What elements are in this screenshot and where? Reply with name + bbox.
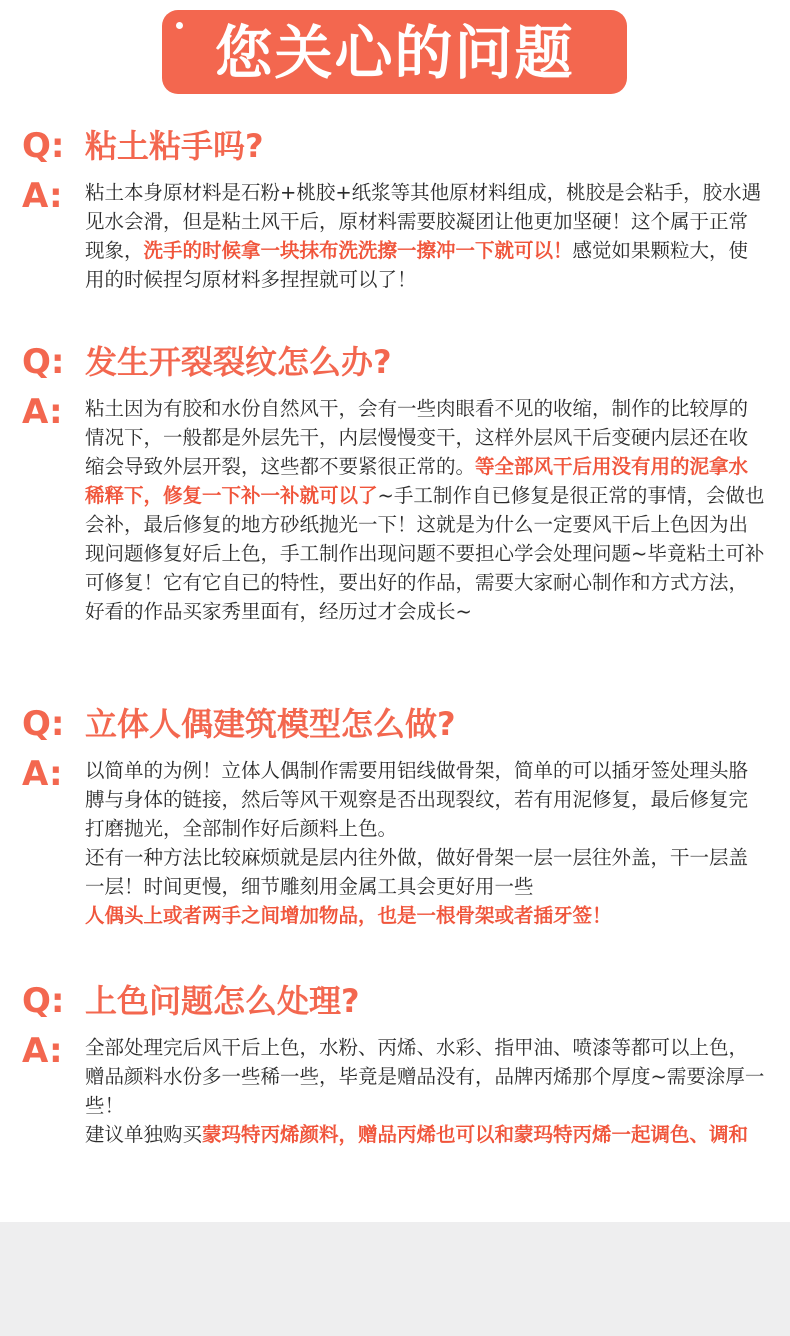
footer-band <box>0 1222 790 1336</box>
answer-row <box>22 394 772 626</box>
question-row <box>22 700 772 752</box>
question-text: 上色问题怎么处理? <box>85 982 360 1020</box>
question-row <box>22 977 772 1029</box>
question-text: 立体人偶建筑模型怎么做? <box>85 705 456 743</box>
answer-text-run: 感觉如果颗粒大，使用的时候捏匀原材料多捏捏就可以了！ <box>85 239 749 291</box>
answer-text-run: 粘土本身原材料是石粉+桃胶+纸浆等其他原材料组成，桃胶是会粘手，胶水遇见水会滑，但是粘土风干后，原材料需要胶凝团让他更加坚硬！这个属于正常现象， <box>85 181 762 262</box>
answer-text <box>85 1033 765 1149</box>
question-marker: Q: <box>22 981 65 1021</box>
highlighted-text: 人偶头上或者两手之间增加物品，也是一根骨架或者插牙签！ <box>85 904 612 927</box>
question-row <box>22 122 772 174</box>
answer-marker: A: <box>22 754 63 794</box>
answer-row <box>22 756 772 930</box>
answer-text-run: ~手工制作自已修复是很正常的事情，会做也会补，最后修复的地方砂纸抛光一下！这就是为什么一定要风干后上色因为出现问题修复好后上色，手工制作出现问题不要担心学会处理问题~毕竟粘土可补可修复！它有它自已的特性，要出好的作品，需要大家耐心制作和方式方法，好看的作品买家秀里面有，经历过才会成长~ <box>85 484 765 623</box>
answer-text <box>85 756 765 930</box>
answer-text <box>85 394 765 626</box>
highlighted-text: 等全部风干后用没有用的泥拿水稀释下，修复一下补一补就可以了 <box>85 455 749 507</box>
answer-text-run: 全部处理完后风干后上色，水粉、丙烯、水彩、指甲油、喷漆等都可以上色，赠品颜料水份多一些稀一些，毕竟是赠品没有，品牌丙烯那个厚度~需要涂厚一些！ <box>85 1036 765 1117</box>
answer-text-run: 还有一种方法比较麻烦就是层内往外做，做好骨架一层一层往外盖，干一层盖一层！时间更慢，细节雕刻用金属工具会更好用一些 <box>85 846 749 898</box>
highlighted-text: 洗手的时候拿一块抹布洗洗擦一擦冲一下就可以！ <box>143 239 573 262</box>
answer-text-run: 以简单的为例！立体人偶制作需要用铝线做骨架，简单的可以插牙签处理头胳膊与身体的链接，然后等风干观察是否出现裂纹，若有用泥修复，最后修复完打磨抛光，全部制作好后颜料上色。 <box>85 759 749 840</box>
answer-paragraph <box>85 901 765 930</box>
highlighted-text: 蒙玛特丙烯颜料，赠品丙烯也可以和蒙玛特丙烯一起调色、调和 <box>202 1123 749 1146</box>
answer-paragraph <box>85 843 765 901</box>
answer-paragraph <box>85 394 765 626</box>
answer-marker: A: <box>22 1031 63 1071</box>
faq-item-1 <box>22 122 772 294</box>
answer-paragraph <box>85 756 765 843</box>
page-title: 您关心的问题 <box>214 19 575 87</box>
answer-paragraph <box>85 1033 765 1120</box>
faq-item-4 <box>22 977 772 1149</box>
answer-paragraph <box>85 178 765 294</box>
question-marker: Q: <box>22 342 65 382</box>
answer-row <box>22 178 772 294</box>
section-banner <box>162 10 627 94</box>
question-marker: Q: <box>22 126 65 166</box>
question-text: 发生开裂裂纹怎么办? <box>85 343 392 381</box>
faq-item-3 <box>22 700 772 930</box>
answer-text-run: 粘土因为有胶和水份自然风干，会有一些肉眼看不见的收缩，制作的比较厚的情况下，一般都是外层先干，内层慢慢变干，这样外层风干后变硬内层还在收缩会导致外层开裂，这些都不要紧很正常的。 <box>85 397 749 478</box>
answer-paragraph <box>85 1120 765 1149</box>
answer-marker: A: <box>22 176 63 216</box>
question-text: 粘土粘手吗? <box>85 127 264 165</box>
answer-marker: A: <box>22 392 63 432</box>
question-row <box>22 338 772 390</box>
faq-item-2 <box>22 338 772 626</box>
answer-row <box>22 1033 772 1149</box>
question-marker: Q: <box>22 704 65 744</box>
answer-text-run: 建议单独购买 <box>85 1123 203 1146</box>
answer-text <box>85 178 765 294</box>
